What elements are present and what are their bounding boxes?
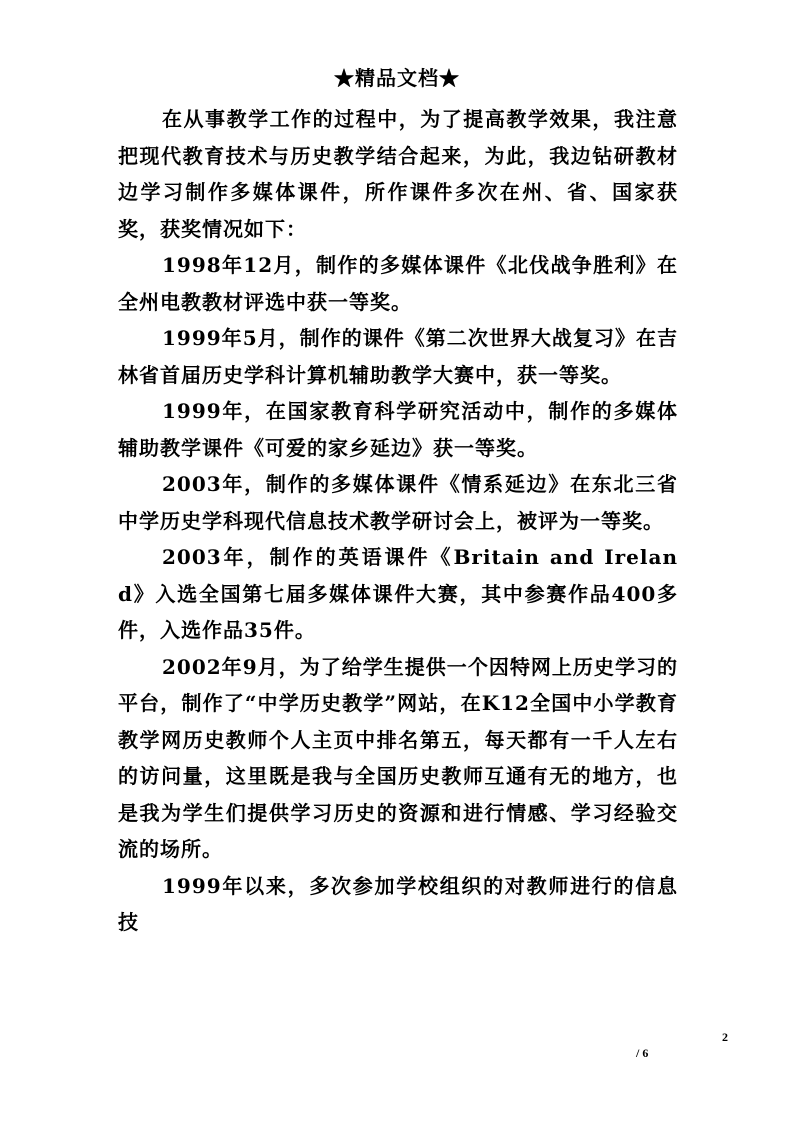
paragraph-award-1998: 1998年12月，制作的多媒体课件《北伐战争胜利》在全州电教教材评选中获一等奖。 — [118, 253, 678, 314]
page-total: / 6 — [636, 1046, 649, 1060]
paragraph-award-1999-may: 1999年5月，制作的课件《第二次世界大战复习》在吉林省首届历史学科计算机辅助教学大赛中，获一等奖。 — [118, 326, 678, 387]
paragraph-award-1999: 1999年，在国家教育科学研究活动中，制作的多媒体辅助教学课件《可爱的家乡延边》获一等奖。 — [118, 399, 678, 460]
page-header-title: ★精品文档★ — [334, 66, 460, 90]
paragraph-award-2003-a: 2003年，制作的多媒体课件《情系延边》在东北三省中学历史学科现代信息技术教学研讨会上，被评为一等奖。 — [118, 472, 678, 533]
paragraph-training-1999: 1999年以来，多次参加学校组织的对教师进行的信息技 — [118, 873, 678, 934]
paragraph-intro: 在从事教学工作的过程中，为了提高教学效果，我注意把现代教育技术与历史教学结合起来，为此，我边钻研教材边学习制作多媒体课件，所作课件多次在州、省、国家获奖，获奖情况如下： — [118, 107, 678, 241]
page-number: 2 — [722, 1030, 728, 1044]
paragraph-website-2002: 2002年9月，为了给学生提供一个因特网上历史学习的平台，制作了“中学历史教学”网站，在K12全国中小学教育教学网历史教师个人主页中排名第五，每天都有一千人左右的访问量，这里既是我与全国历史教师互通有无的地方，也是我为学生们提供学习历史的资源和进行情感、学习经验交流的场所。 — [118, 654, 678, 861]
paragraph-award-2003-b: 2003年，制作的英语课件《Britain and Ireland》入选全国第七届多媒体课件大赛，其中参赛作品400多件，入选作品35件。 — [118, 545, 678, 642]
document-body — [118, 101, 678, 941]
